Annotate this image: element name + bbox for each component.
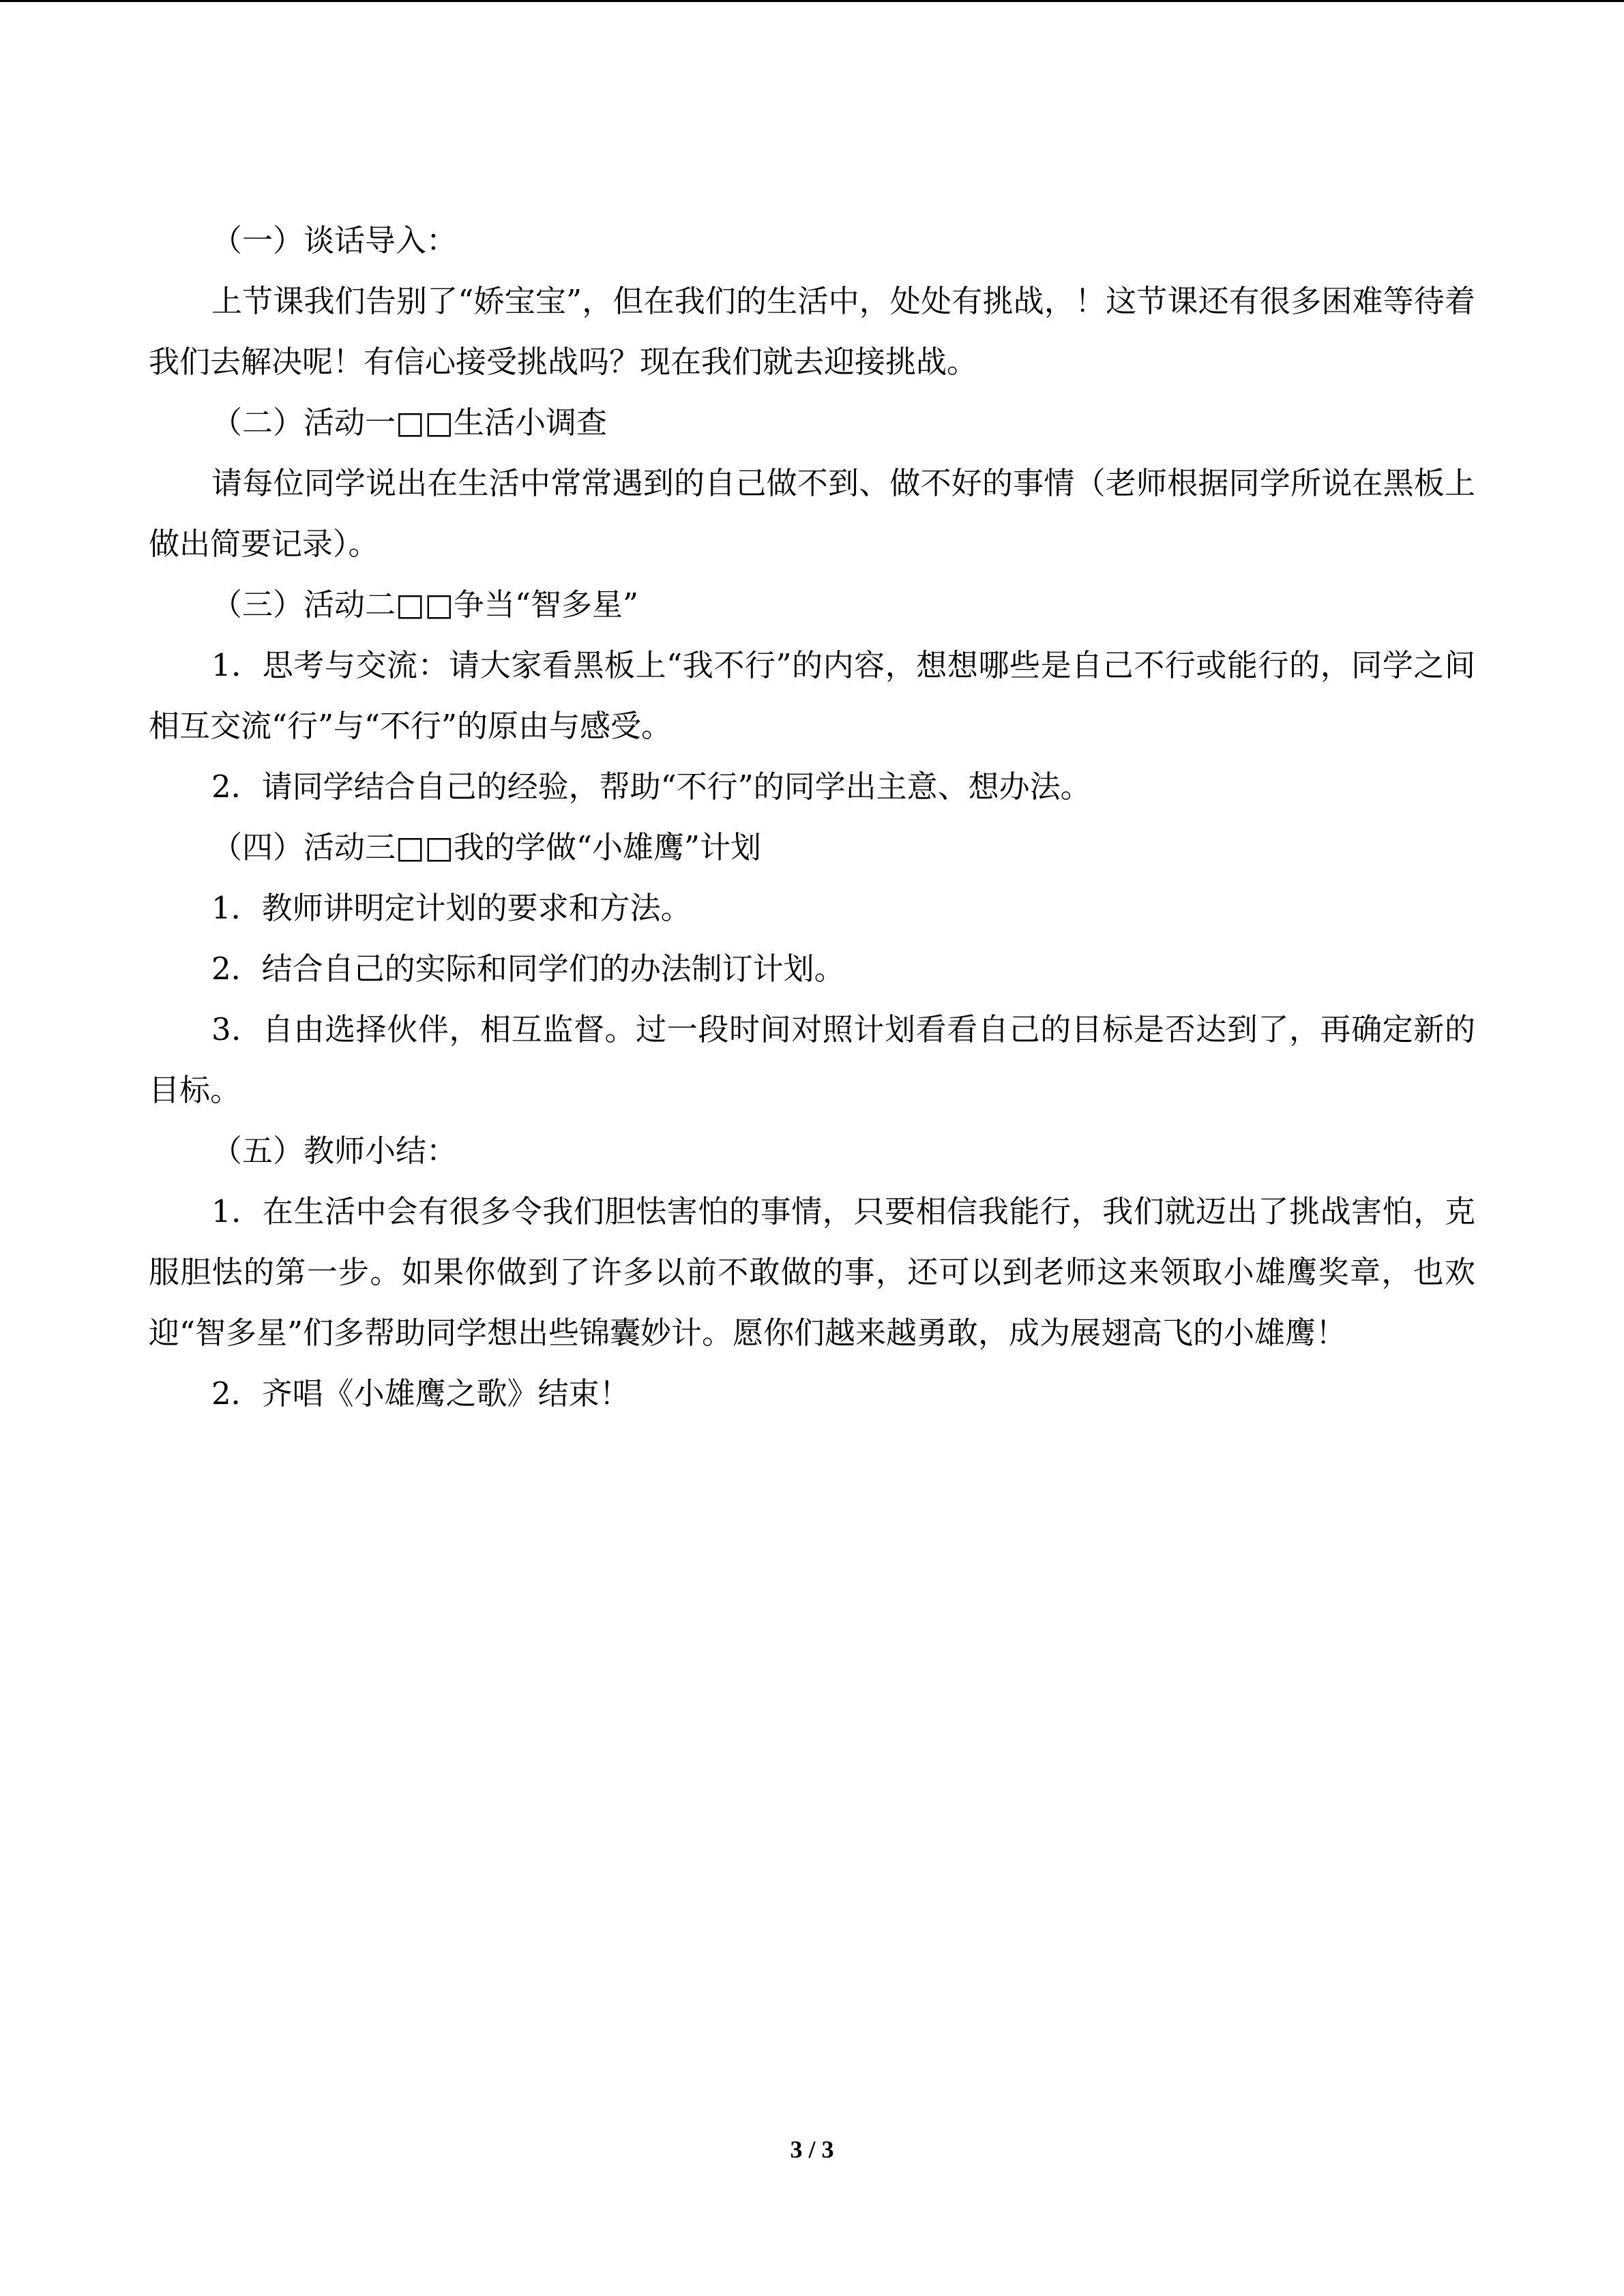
section-heading-activity-one: （二）活动一□□生活小调查 <box>211 404 608 441</box>
list-item-activity-three-1: 1．教师讲明定计划的要求和方法。 <box>211 890 692 926</box>
page-number: 3 / 3 <box>790 2136 834 2163</box>
list-item-activity-three-3: 3．自由选择伙伴，相互监督。过一段时间对照计划看看自己的目标是否达到了，再确定新的目标。 <box>149 1011 1475 1108</box>
list-item-activity-two-2: 2．请同学结合自己的经验，帮助“不行”的同学出主意、想办法。 <box>211 769 1091 805</box>
list-item-summary-1: 1．在生活中会有很多令我们胆怯害怕的事情，只要相信我能行，我们就迈出了挑战害怕，克服胆怯的第一步。如果你做到了许多以前不敢做的事，还可以到老师这来领取小雄鹰奖章，也欢迎“智多星”们多帮助同学想出些锦囊妙计。愿你们越来越勇敢，成为展翅高飞的小雄鹰！ <box>149 1193 1475 1351</box>
list-item-activity-two-1: 1．思考与交流：请大家看黑板上“我不行”的内容，想想哪些是自己不行或能行的，同学之间相互交流“行”与“不行”的原由与感受。 <box>149 647 1475 744</box>
section-heading-summary: （五）教师小结： <box>211 1133 458 1169</box>
list-item-summary-2: 2．齐唱《小雄鹰之歌》结束！ <box>211 1375 630 1412</box>
paragraph-intro: 上节课我们告别了“娇宝宝”，但在我们的生活中，处处有挑战，！这节课还有很多困难等待着我们去解决呢！有信心接受挑战吗？现在我们就去迎接挑战。 <box>149 283 1475 380</box>
document-body <box>149 210 1475 1424</box>
section-heading-intro: （一）谈话导入： <box>211 222 458 258</box>
section-heading-activity-two: （三）活动二□□争当“智多星” <box>211 586 639 623</box>
paragraph-activity-one: 请每位同学说出在生活中常常遇到的自己做不到、做不好的事情（老师根据同学所说在黑板上做出简要记录）。 <box>149 465 1475 562</box>
section-heading-activity-three: （四）活动三□□我的学做“小雄鹰”计划 <box>211 829 762 865</box>
list-item-activity-three-2: 2．结合自己的实际和同学们的办法制订计划。 <box>211 951 845 987</box>
